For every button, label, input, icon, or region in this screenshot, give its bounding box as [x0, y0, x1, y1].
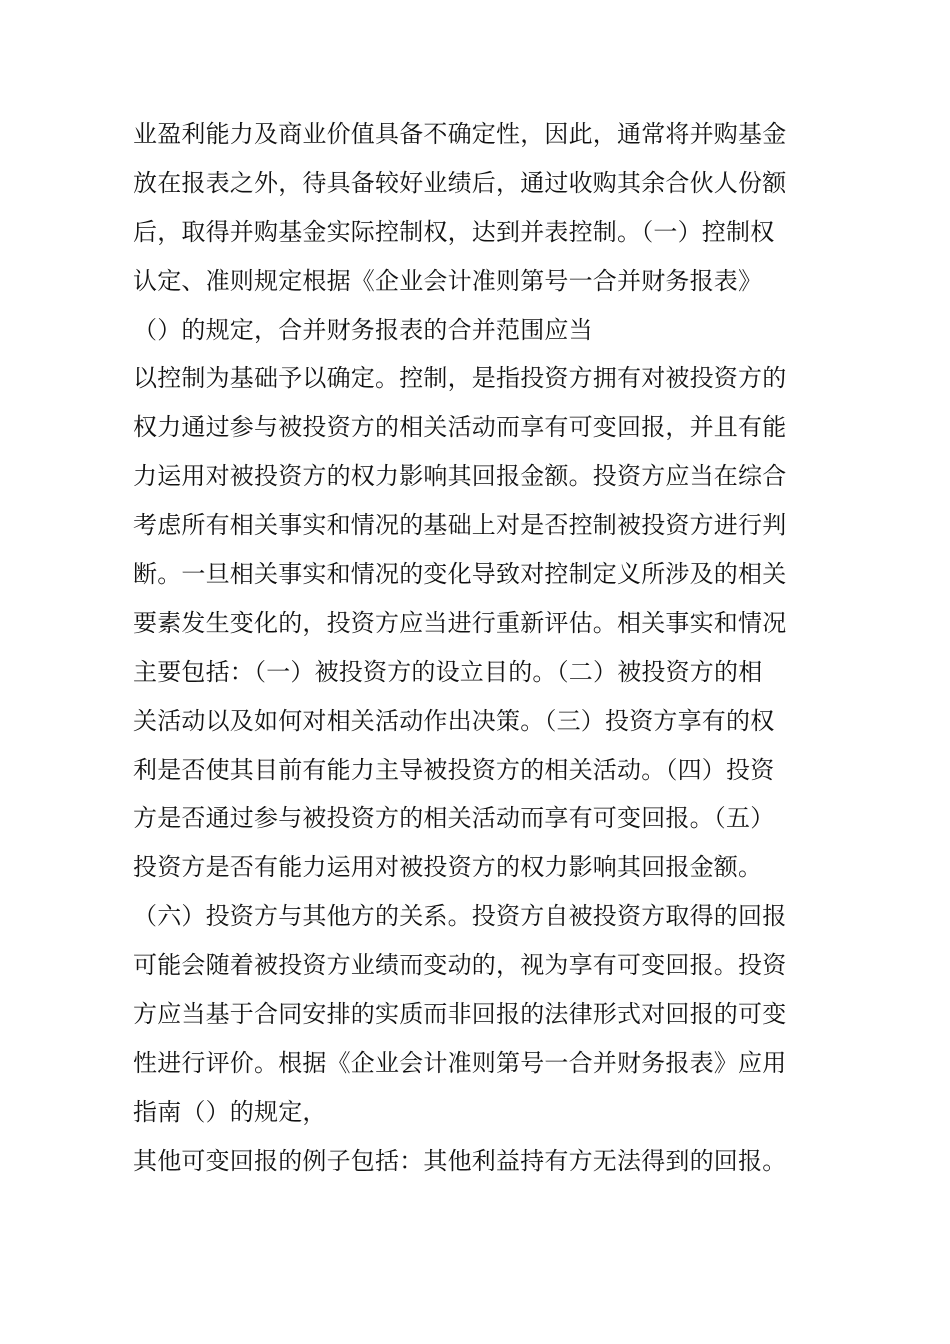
- text-line: 方是否通过参与被投资方的相关活动而享有可变回报。（五）: [133, 804, 775, 833]
- body-text: [133, 110, 833, 1186]
- text-line: 可能会随着被投资方业绩而变动的，视为享有可变回报。投资: [133, 951, 787, 980]
- text-line: （六）投资方与其他方的关系。投资方自被投资方取得的回报: [133, 902, 787, 931]
- text-line: 关活动以及如何对相关活动作出决策。（三）投资方享有的权: [133, 706, 775, 735]
- text-line: 指南（）的规定，: [133, 1097, 327, 1126]
- text-line: （）的规定，合并财务报表的合并范围应当: [133, 315, 593, 344]
- text-line: 放在报表之外，待具备较好业绩后，通过收购其余合伙人份额: [133, 168, 787, 197]
- text-line: 权力通过参与被投资方的相关活动而享有可变回报，并且有能: [133, 413, 787, 442]
- text-line: 投资方是否有能力运用对被投资方的权力影响其回报金额。: [133, 853, 763, 882]
- text-line: 要素发生变化的，投资方应当进行重新评估。相关事实和情况: [133, 608, 787, 637]
- text-line: 断。一旦相关事实和情况的变化导致对控制定义所涉及的相关: [133, 560, 787, 589]
- text-line: 认定、准则规定根据《企业会计准则第号一合并财务报表》: [133, 266, 763, 295]
- text-line: 性进行评价。根据《企业会计准则第号一合并财务报表》应用: [133, 1048, 787, 1077]
- text-line: 利是否使其目前有能力主导被投资方的相关活动。（四）投资: [133, 755, 775, 784]
- text-line: 主要包括：（一）被投资方的设立目的。（二）被投资方的相: [133, 657, 763, 686]
- text-line: 考虑所有相关事实和情况的基础上对是否控制被投资方进行判: [133, 511, 787, 540]
- text-line: 其他可变回报的例子包括：其他利益持有方无法得到的回报。: [133, 1146, 787, 1175]
- text-line: 力运用对被投资方的权力影响其回报金额。投资方应当在综合: [133, 462, 787, 491]
- text-line: 方应当基于合同安排的实质而非回报的法律形式对回报的可变: [133, 1000, 787, 1029]
- text-line: 以控制为基础予以确定。控制，是指投资方拥有对被投资方的: [133, 364, 787, 393]
- text-line: 后，取得并购基金实际控制权，达到并表控制。（一）控制权: [133, 217, 775, 246]
- text-line: 业盈利能力及商业价值具备不确定性，因此，通常将并购基金: [133, 120, 787, 148]
